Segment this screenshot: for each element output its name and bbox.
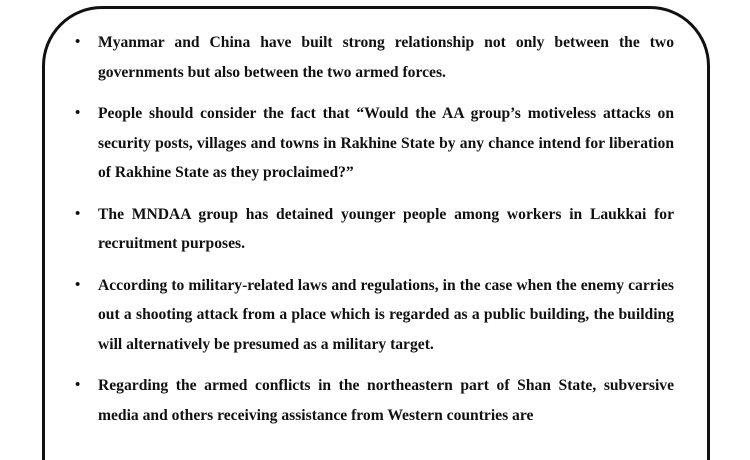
list-item bbox=[72, 28, 674, 87]
list-item bbox=[72, 99, 674, 188]
list-item bbox=[72, 200, 674, 259]
bullet-dot-icon: • bbox=[75, 34, 81, 50]
bullet-text: According to military-related laws and regulations, in the case when the enemy carries out a shooting attack from a place which is regarded as a public building, the building will alternatively be presumed as a military target. bbox=[98, 276, 674, 353]
bullet-dot-icon: • bbox=[75, 276, 81, 293]
bullet-list bbox=[72, 28, 674, 442]
bullet-text: People should consider the fact that “Would the AA group’s motiveless attacks on security posts, villages and towns in Rakhine State by any chance intend for liberation of Rakhine State as they proclaimed?” bbox=[98, 105, 674, 181]
list-item bbox=[72, 371, 674, 430]
bullet-dot-icon: • bbox=[75, 105, 81, 121]
list-item bbox=[72, 271, 674, 360]
bullet-dot-icon: • bbox=[75, 205, 81, 222]
bullet-text: Myanmar and China have built strong relationship not only between the two governments but also between the two armed forces. bbox=[98, 34, 674, 81]
bullet-dot-icon: • bbox=[75, 377, 81, 393]
bullet-text: Regarding the armed conflicts in the northeastern part of Shan State, subversive media and others receiving assistance from Western countries are bbox=[98, 377, 674, 424]
bullet-text: The MNDAA group has detained younger people among workers in Laukkai for recruitment purposes. bbox=[98, 205, 674, 252]
